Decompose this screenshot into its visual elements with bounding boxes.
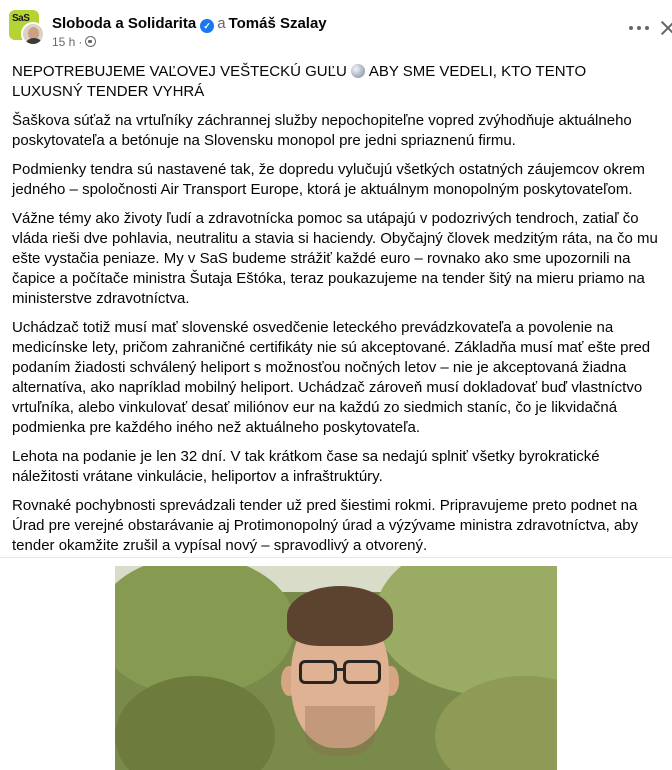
more-options-button[interactable] [626, 18, 652, 38]
post-paragraph: Vážne témy ako životy ľudí a zdravotnícka pomoc sa utápajú v podozrivých tendroch, zatiaľ čo vláda rieši dve pohlavia, neutralitu a stavia si haciendy. Obyčajný človek medzitým ráta, na čo mu ešte vystačia peniaze. My v SaS budeme strážiť každé euro – rovnako ako sme upozornili na čapice a počítače ministra Šutaja Eštóka, teraz poukazujeme na tender šitý na mieru priamo na ministerstve zdravotníctva. [12, 210, 658, 307]
post-paragraph: Podmienky tendra sú nastavené tak, že dopredu vylučujú všetkých ostatných záujemcov okrem jedného – spoločnosti Air Transport Europe, ktorá je aktuálnym monopolným poskytovateľom. [12, 161, 645, 198]
photo-foliage [115, 676, 275, 770]
post-paragraph: Uchádzač totiž musí mať slovenské osvedčenie leteckého prevádzkovateľa a povolenie na medicínske lety, pričom zahraničné certifikáty nie sú akceptované. Základňa musí mať ešte pred podaním žiadosti schválený heliport s možnosťou nočných letov – nie je akceptovaná žiadna alternatíva, ako napríklad mobilný heliport. Uchádzač zároveň musí dokladovať buď vlastníctvo vrtuľníka, alebo vinkulovať desať miliónov eur na každú zo siedmich staníc, čo je likvidačná podmienka pre každého iného než aktuálneho poskytovateľa. [12, 319, 651, 436]
page-name-link[interactable]: Sloboda a Solidarita [52, 15, 197, 32]
post-photo[interactable] [0, 557, 672, 770]
post-paragraph: Šaškova súťaž na vrtuľníky záchrannej služby nepochopiteľne vopred zvýhodňuje aktuálneho poskytovateľa a betónuje na Slovensku monopol pre jedni spriaznenú firmu. [12, 112, 632, 149]
glasses-icon [299, 660, 337, 684]
post-meta [52, 34, 96, 50]
meta-separator: · [78, 35, 83, 49]
dot-icon [629, 26, 633, 30]
avatar-logo-text: SaS [12, 13, 30, 24]
dot-icon [637, 26, 641, 30]
post-headline [12, 62, 660, 102]
hair [287, 586, 393, 646]
verified-badge-icon: ✓ [200, 19, 214, 33]
person-figure [275, 586, 405, 770]
dot-icon [645, 26, 649, 30]
glasses-lens-right [343, 660, 381, 684]
post-paragraph: Lehota na podanie je len 32 dní. V tak krátkom čase sa nedajú splniť všetky byrokratické náležitosti vrátane vinkulácie, heliportov a infraštruktúry. [12, 448, 600, 485]
conjunction-text: a [217, 15, 226, 32]
post-title-line [52, 14, 327, 33]
beard [305, 706, 375, 756]
glasses-bridge [335, 668, 345, 671]
globe-icon[interactable] [85, 36, 96, 47]
close-button[interactable] [659, 16, 672, 40]
headline-text-start: NEPOTREBUJEME VAĽOVEJ VEŠTECKÚ GUĽU [12, 63, 347, 80]
headline-text-end: ABY SME VEDELI, KTO TENTO LUXUSNÝ TENDER VYHRÁ [12, 63, 587, 100]
author-shoulders [24, 38, 44, 46]
author-name-link[interactable]: Tomáš Szalay [228, 15, 327, 32]
crystal-ball-icon [351, 64, 365, 78]
author-avatar[interactable] [21, 22, 45, 46]
post-text [12, 62, 660, 565]
portrait-photo[interactable] [115, 566, 557, 770]
post-timestamp[interactable]: 15 h [52, 35, 76, 49]
avatar[interactable] [9, 10, 45, 46]
post-header [0, 0, 672, 58]
post-paragraph: Rovnaké pochybnosti sprevádzali tender už pred šiestimi rokmi. Pripravujeme preto podnet na Úrad pre verejné obstarávanie aj Protimonopolný úrad a výzývame ministra zdravotníctva, aby tender okamžite zrušil a vypísal nový – spravodlivý a otvorený. [12, 497, 639, 554]
